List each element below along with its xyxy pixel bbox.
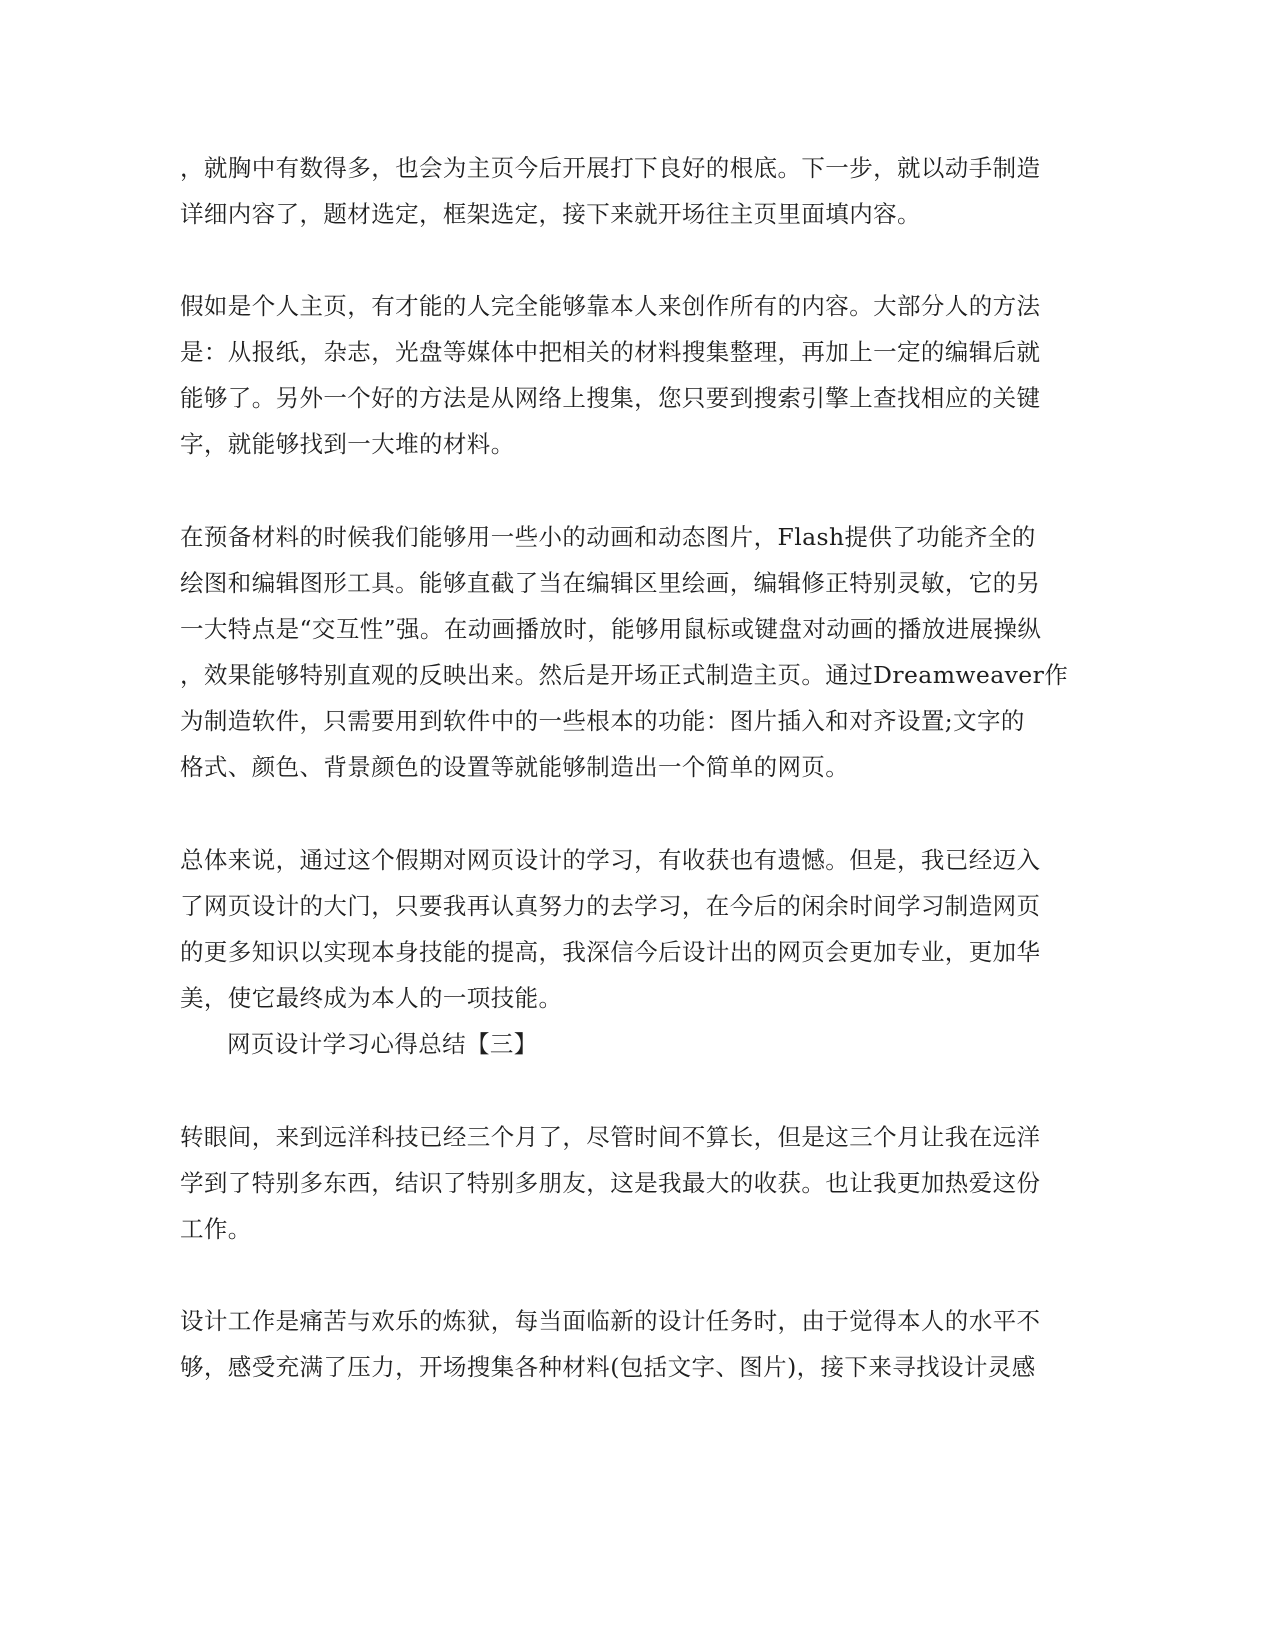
paragraph-6-line-1: 设计工作是痛苦与欢乐的炼狱，每当面临新的设计任务时，由于觉得本人的水平不 — [180, 1307, 1041, 1335]
paragraph-3-line-5: 为制造软件，只需要用到软件中的一些根本的功能：图片插入和对齐设置;文字的 — [180, 707, 1025, 735]
paragraph-3-line-4: ，效果能够特别直观的反映出来。然后是开场正式制造主页。通过Dreamweaver作 — [180, 661, 1069, 689]
paragraph-1-line-1: ，就胸中有数得多，也会为主页今后开展打下良好的根底。下一步，就以动手制造 — [180, 154, 1041, 182]
paragraph-3-line-1: 在预备材料的时候我们能够用一些小的动画和动态图片，Flash提供了功能齐全的 — [180, 523, 1036, 551]
paragraph-3-line-6: 格式、颜色、背景颜色的设置等就能够制造出一个简单的网页。 — [180, 753, 850, 781]
paragraph-2-line-3: 能够了。另外一个好的方法是从网络上搜集，您只要到搜索引擎上查找相应的关键 — [180, 384, 1041, 412]
paragraph-3-line-2: 绘图和编辑图形工具。能够直截了当在编辑区里绘画，编辑修正特别灵敏，它的另 — [180, 569, 1041, 597]
paragraph-4-line-1: 总体来说，通过这个假期对网页设计的学习，有收获也有遗憾。但是，我已经迈入 — [180, 846, 1041, 874]
paragraph-2-line-1: 假如是个人主页，有才能的人完全能够靠本人来创作所有的内容。大部分人的方法 — [180, 292, 1041, 320]
paragraph-2-line-4: 字，就能够找到一大堆的材料。 — [180, 430, 515, 458]
paragraph-3-line-3: 一大特点是“交互性”强。在动画播放时，能够用鼠标或键盘对动画的播放进展操纵 — [180, 615, 1042, 643]
paragraph-6-line-2: 够，感受充满了压力，开场搜集各种材料(包括文字、图片)，接下来寻找设计灵感 — [180, 1353, 1036, 1381]
paragraph-2-line-2: 是：从报纸，杂志，光盘等媒体中把相关的材料搜集整理，再加上一定的编辑后就 — [180, 338, 1041, 366]
paragraph-5-line-1: 转眼间，来到远洋科技已经三个月了，尽管时间不算长，但是这三个月让我在远洋 — [180, 1123, 1041, 1151]
paragraph-4-line-4: 美，使它最终成为本人的一项技能。 — [180, 984, 563, 1012]
paragraph-1-line-2: 详细内容了，题材选定，框架选定，接下来就开场往主页里面填内容。 — [180, 200, 921, 228]
paragraph-5-line-2: 学到了特别多东西，结识了特别多朋友，这是我最大的收获。也让我更加热爱这份 — [180, 1169, 1041, 1197]
paragraph-4-line-2: 了网页设计的大门，只要我再认真努力的去学习，在今后的闲余时间学习制造网页 — [180, 892, 1041, 920]
paragraph-4-line-3: 的更多知识以实现本身技能的提高，我深信今后设计出的网页会更加专业，更加华 — [180, 938, 1041, 966]
section-heading: 网页设计学习心得总结【三】 — [227, 1030, 538, 1058]
paragraph-5-line-3: 工作。 — [180, 1215, 252, 1243]
